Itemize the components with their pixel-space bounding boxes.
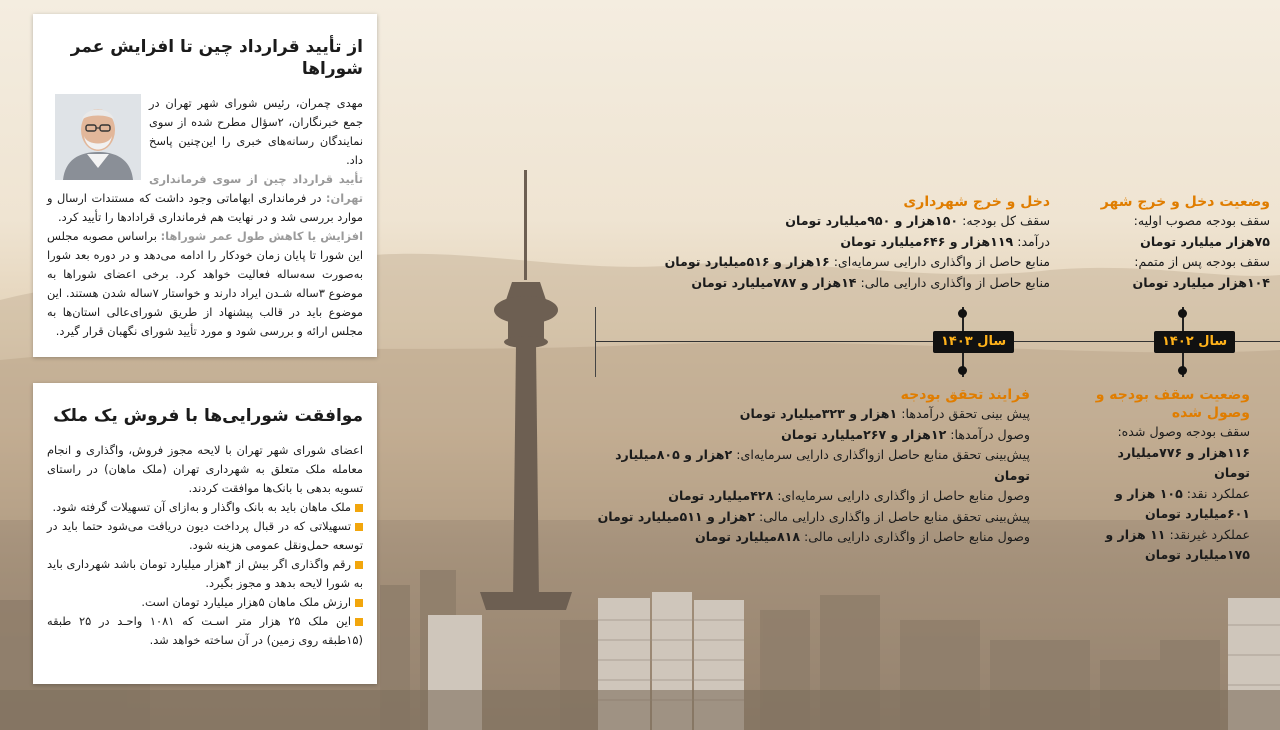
- square-bullet-icon: [355, 561, 363, 569]
- contract-news-panel: [33, 14, 377, 357]
- ceiling-status-line-2: عملکرد نقد: ۱۰۵ هزار و ۶۰۱میلیارد تومان: [1114, 485, 1250, 521]
- contract-body-1: در فرمانداری ابهاماتی وجود داشت که مستندات ارسال و موارد بررسی شد و در نهایت هم فرمانداری قرادادها را تأیید کرد.: [47, 191, 363, 224]
- timeline-dot-top-1403: [958, 309, 967, 318]
- year-badge-1403: سال ۱۴۰۳: [933, 331, 1014, 353]
- list-item: رقم واگذاری اگر بیش از ۴هزار میلیارد تومان باشد شهرداری باید به شورا لایحه بدهد و مجوز بگیرد.: [47, 557, 363, 590]
- contract-body-2: براساس مصوبه مجلس این شورا تا پایان زمان خودکار را ادامه می‌دهد و در دوره بعد شورا به‌صورت سه‌ساله فعالیت خواهد کرد. برخی اعضای شوراها به موضوع ۳ساله شـدن ایراد دارند و خواستار ۷ساله شدن هستند. این موضوع باید در قالب پیشنهاد از طریق شورای‌عالی استان‌ها به مجلس ارائه و بررسی شود و مورد تأیید شورای نگهبان قرار گیرد.: [47, 229, 363, 338]
- timeline-dot-top-1402: [1178, 309, 1187, 318]
- timeline-start-mark: [595, 307, 596, 377]
- municipal-budget-block: [630, 193, 1050, 293]
- contract-intro: مهدی چمران، رئیس شورای شهر تهران در جمع خبرنگاران، ۲سؤال مطرح شده از سوی نمایندگان رسانه‌های خبری را این‌چنین پاسخ داد.: [149, 96, 363, 167]
- city-budget-title: وضعیت دخل و خرج شهر: [1100, 194, 1270, 210]
- contract-paragraph-2: [47, 227, 363, 341]
- municipal-budget-line-1: سقف کل بودجه: ۱۵۰هزار و ۹۵۰میلیارد تومان: [785, 213, 1050, 228]
- square-bullet-icon: [355, 523, 363, 531]
- budget-realization-block: [580, 386, 1030, 548]
- timeline-dot-bottom-1402: [1178, 366, 1187, 375]
- list-item: ملک ماهان باید به بانک واگذار و به‌ازای آن تسهیلات گرفته شود.: [47, 498, 363, 517]
- list-item: تسهیلاتی که در قبال پرداخت دیون دریافت می‌شود حتما باید در توسعه حمل‌ونقل عمومی هزینه شود.: [47, 519, 363, 552]
- list-item: ارزش ملک ماهان ۵هزار میلیارد تومان است.: [47, 593, 363, 612]
- realization-line-2: وصول درآمدها: ۱۲هزار و ۲۶۷میلیارد تومان: [781, 426, 1030, 442]
- property-sale-panel: [33, 383, 377, 684]
- realization-line-5: پیش‌بینی تحقق منابع حاصل از واگذاری دارایی مالی: ۲هزار و ۵۱۱میلیارد تومان: [597, 508, 1030, 524]
- contract-panel-title: از تأیید قرارداد چین تا افزایش عمر شوراها: [70, 37, 363, 79]
- municipal-budget-line-4: منابع حاصل از واگذاری دارایی مالی: ۱۴هزار و ۷۸۷میلیارد تومان: [691, 274, 1050, 290]
- realization-line-4: وصول منابع حاصل از واگذاری دارایی سرمایه‌ای: ۴۲۸میلیارد تومان: [668, 488, 1030, 503]
- realization-line-1: پیش بینی تحقق درآمدها: ۱هزار و ۳۲۳میلیارد تومان: [739, 406, 1030, 421]
- ceiling-status-line-3: عملکرد غیرنقد: ۱۱ هزار و ۱۷۵میلیارد تومان: [1105, 526, 1250, 562]
- contract-subhead-1: تأیید قرارداد چین از سوی فرمانداری تهران:: [149, 172, 363, 205]
- ceiling-status-block: [1090, 386, 1250, 566]
- ceiling-status-value-1: ۱۱۶هزار و ۷۷۶میلیارد تومان: [1117, 444, 1250, 480]
- city-budget-value-1: ۷۵هزار میلیارد تومان: [1140, 233, 1270, 249]
- sale-bullet-list: [47, 498, 363, 650]
- municipal-budget-line-3: منابع حاصل از واگذاری دارایی سرمایه‌ای: ۱۶هزار و ۵۱۶میلیارد تومان: [664, 254, 1050, 269]
- square-bullet-icon: [355, 599, 363, 607]
- contract-subhead-2: افزایش یا کاهش طول عمر شوراها:: [160, 229, 363, 243]
- square-bullet-icon: [355, 618, 363, 626]
- sale-intro: اعضای شورای شهر تهران با لایحه مجوز فروش، واگذاری و انجام معامله ملک متعلق به شهرداری تهران (ملک ماهان) در راستای تسویه بدهی با بانک‌ها موافقت کردند.: [47, 443, 363, 495]
- square-bullet-icon: [355, 504, 363, 512]
- municipal-budget-title: دخل و خرج شهرداری: [903, 194, 1050, 210]
- city-budget-value-2: ۱۰۴هزار میلیارد تومان: [1132, 274, 1270, 290]
- year-badge-1402: سال ۱۴۰۲: [1154, 331, 1235, 353]
- city-budget-label-1: سقف بودجه مصوب اولیه:: [1133, 213, 1270, 228]
- realization-title: فرایند تحقق بودجه: [900, 387, 1030, 403]
- city-budget-block: [1090, 193, 1270, 293]
- ceiling-status-label-1: سقف بودجه وصول شده:: [1117, 424, 1250, 439]
- ceiling-status-title: وضعیت سقف بودجه و وصول شده: [1095, 387, 1250, 421]
- sale-panel-title: موافقت شورایی‌ها با فروش یک ملک: [53, 406, 363, 426]
- timeline-dot-bottom-1403: [958, 366, 967, 375]
- realization-line-6: وصول منابع حاصل از واگذاری دارایی مالی: ۸۱۸میلیارد تومان: [695, 529, 1030, 544]
- person-portrait-icon: [55, 94, 141, 180]
- list-item: این ملک ۲۵ هزار متر اسـت که ۱۰۸۱ واحـد در ۲۵ طبقه (۱۵طبقه روی زمین) در آن ساخته خواهد شد.: [47, 614, 363, 647]
- chamran-portrait: [55, 94, 141, 180]
- municipal-budget-line-2: درآمد: ۱۱۹هزار و ۶۴۶میلیارد تومان: [840, 233, 1050, 249]
- city-budget-label-2: سقف بودجه پس از متمم:: [1134, 254, 1270, 269]
- realization-line-3: پیش‌بینی تحقق منابع حاصل ازواگذاری دارایی سرمایه‌ای: ۲هزار و ۸۰۵میلیارد تومان: [615, 447, 1030, 483]
